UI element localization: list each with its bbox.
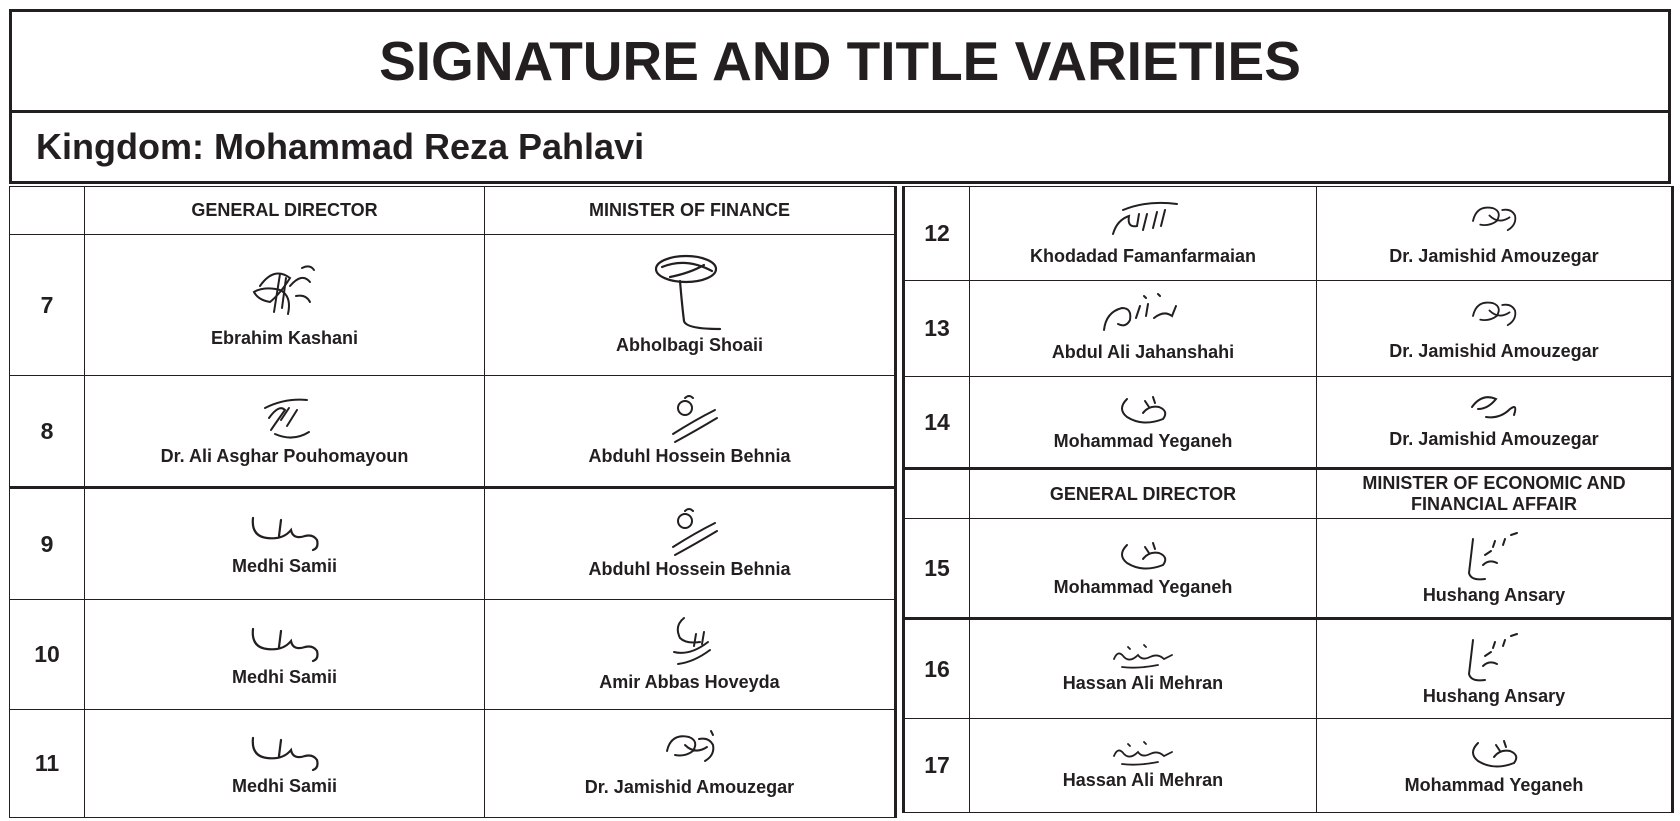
minister-name: Dr. Jamishid Amouzegar <box>584 776 795 797</box>
minister-name: Amir Abbas Hoveyda <box>599 671 780 692</box>
header-minister-economic-financial <box>1317 469 1673 519</box>
minister-name: Abholbagi Shoaii <box>616 335 763 355</box>
signature-cell <box>1317 281 1673 377</box>
row-number: 16 <box>904 619 970 719</box>
signature-cell <box>85 600 485 710</box>
row-number: 7 <box>10 235 85 376</box>
signature-image <box>660 612 720 672</box>
minister-name: Abduhl Hossein Behnia <box>588 446 791 466</box>
signature-image <box>655 390 725 446</box>
minister-name: Hushang Ansary <box>1422 585 1566 605</box>
signature-cell <box>485 235 896 376</box>
director-name: Medhi Samii <box>231 775 338 796</box>
minister-name: Hushang Ansary <box>1422 686 1566 706</box>
signature-image <box>1113 387 1173 431</box>
left-signature-table <box>9 186 897 818</box>
signature-image <box>640 249 740 335</box>
header-minister-economic-financial-label: MINISTER OF ECONOMIC AND FINANCIAL AFFAIR <box>1362 473 1626 514</box>
director-name: Khodadad Famanfarmaian <box>1029 245 1257 266</box>
signature-image <box>1462 291 1526 341</box>
signature-cell <box>1317 377 1673 469</box>
header-blank <box>904 469 970 519</box>
row-number: 9 <box>10 488 85 600</box>
title-frame <box>9 9 1671 184</box>
header-blank <box>10 187 85 235</box>
row-number: 14 <box>904 377 970 469</box>
signature-image <box>1459 525 1529 585</box>
signature-cell <box>85 710 485 818</box>
signature-cell <box>970 719 1317 813</box>
director-name: Hassan Ali Mehran <box>1062 769 1224 790</box>
row-number: 11 <box>10 710 85 818</box>
signature-image <box>655 725 725 777</box>
signature-image <box>1108 639 1178 673</box>
signature-image <box>1096 290 1190 342</box>
director-name: Abdul Ali Jahanshahi <box>1051 341 1235 362</box>
director-name: Ebrahim Kashani <box>210 328 359 348</box>
signature-image <box>1108 736 1178 770</box>
signature-image <box>243 617 327 667</box>
signature-cell <box>485 710 896 818</box>
signature-image <box>1464 389 1524 429</box>
subtitle-band <box>12 110 1668 184</box>
minister-name: Dr. Jamishid Amouzegar <box>1389 340 1599 361</box>
director-name: Dr. Ali Asghar Pouhomayoun <box>160 446 409 466</box>
right-signature-table <box>902 186 1674 813</box>
director-name: Hassan Ali Mehran <box>1062 673 1224 693</box>
signature-image <box>1113 533 1173 577</box>
signature-image <box>1462 196 1526 246</box>
signature-cell <box>85 488 485 600</box>
signature-cell <box>1317 719 1673 813</box>
signature-image <box>240 256 330 328</box>
signature-cell <box>1317 519 1673 619</box>
signature-image <box>1464 731 1524 775</box>
page-title: SIGNATURE AND TITLE VARIETIES <box>379 30 1301 92</box>
header-minister-of-finance: MINISTER OF FINANCE <box>485 187 896 235</box>
director-name: Medhi Samii <box>231 666 338 687</box>
signature-cell <box>85 235 485 376</box>
signature-cell <box>970 619 1317 719</box>
header-general-director: GENERAL DIRECTOR <box>970 469 1317 519</box>
signature-cell <box>970 377 1317 469</box>
minister-name: Dr. Jamishid Amouzegar <box>1389 245 1599 266</box>
signature-image <box>655 503 725 559</box>
signature-cell <box>1317 619 1673 719</box>
signature-image <box>243 506 327 556</box>
page-subtitle: Kingdom: Mohammad Reza Pahlavi <box>36 126 645 167</box>
minister-name: Dr. Jamishid Amouzegar <box>1389 429 1599 449</box>
row-number: 12 <box>904 187 970 281</box>
director-name: Medhi Samii <box>231 556 338 576</box>
signature-image <box>243 726 327 776</box>
signature-cell <box>970 281 1317 377</box>
signature-cell <box>970 519 1317 619</box>
header-general-director: GENERAL DIRECTOR <box>85 187 485 235</box>
row-number: 8 <box>10 376 85 488</box>
signature-cell <box>485 600 896 710</box>
signature-image <box>1459 626 1529 686</box>
row-number: 17 <box>904 719 970 813</box>
director-name: Mohammad Yeganeh <box>1053 577 1233 597</box>
signature-cell <box>970 187 1317 281</box>
signature-image <box>1103 196 1183 246</box>
row-number: 13 <box>904 281 970 377</box>
signature-image <box>245 390 325 446</box>
signature-cell <box>1317 187 1673 281</box>
minister-name: Mohammad Yeganeh <box>1404 774 1584 795</box>
director-name: Mohammad Yeganeh <box>1053 431 1233 451</box>
signature-cell <box>485 376 896 488</box>
minister-name: Abduhl Hossein Behnia <box>588 559 791 579</box>
title-band <box>12 12 1668 113</box>
row-number: 10 <box>10 600 85 710</box>
signature-cell <box>485 488 896 600</box>
signature-cell <box>85 376 485 488</box>
row-number: 15 <box>904 519 970 619</box>
